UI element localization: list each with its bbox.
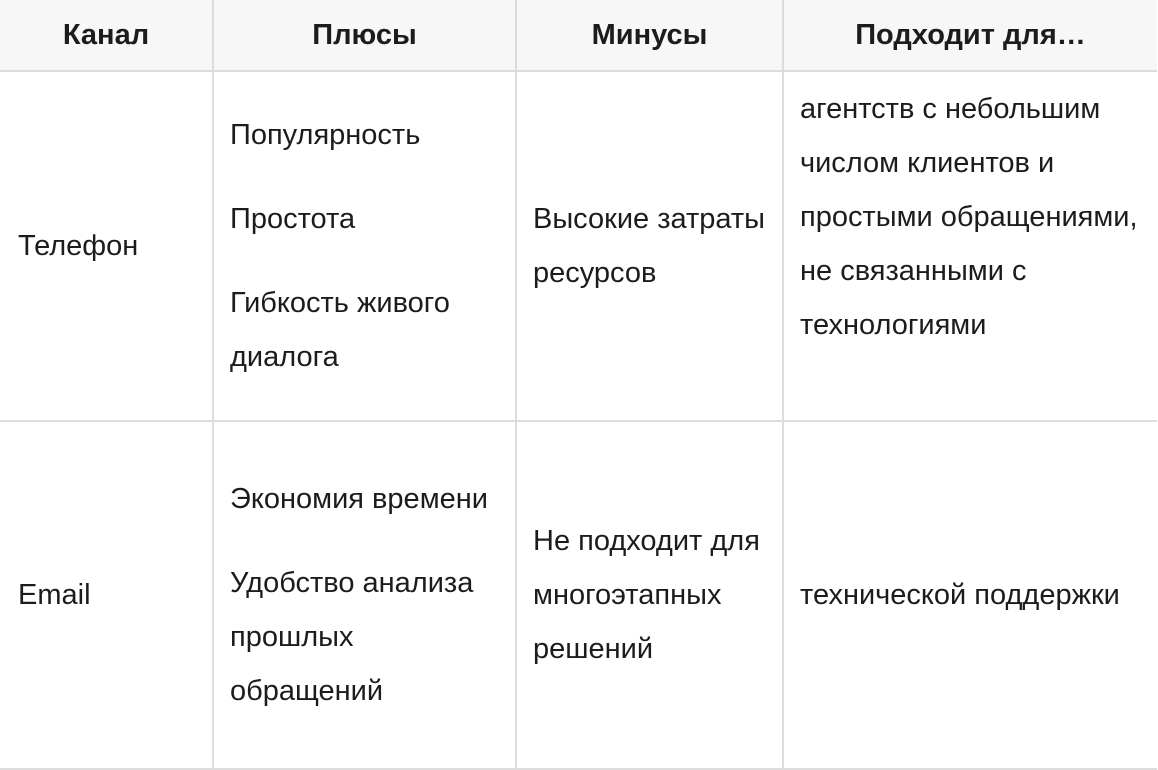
pros-item: Популярность <box>230 119 421 151</box>
pros-item: Простота <box>230 203 356 235</box>
header-fits: Подходит для… <box>783 0 1157 71</box>
cell-cons: Не подходит для многоэтапных решений <box>516 421 783 769</box>
cell-fits: технической поддержки <box>783 421 1157 769</box>
header-pros: Плюсы <box>213 0 516 71</box>
cell-pros <box>213 421 516 769</box>
pros-item: Гибкость живого диалога <box>230 287 450 373</box>
pros-item: Экономия времени <box>230 483 488 515</box>
table-row <box>0 421 1157 769</box>
cell-fits: агентств с небольшим числом клиентов и простыми обращениями, не связанными с технологиями <box>783 71 1157 421</box>
pros-list <box>230 472 499 718</box>
pros-item: Удобство анализа прошлых обращений <box>230 567 474 707</box>
cell-pros <box>213 71 516 421</box>
table-header-row <box>0 0 1157 71</box>
cell-cons: Высокие затраты ресурсов <box>516 71 783 421</box>
table-row <box>0 71 1157 421</box>
header-cons: Минусы <box>516 0 783 71</box>
pros-list <box>230 108 499 384</box>
cell-channel: Email <box>0 421 213 769</box>
cell-channel: Телефон <box>0 71 213 421</box>
header-channel: Канал <box>0 0 213 71</box>
